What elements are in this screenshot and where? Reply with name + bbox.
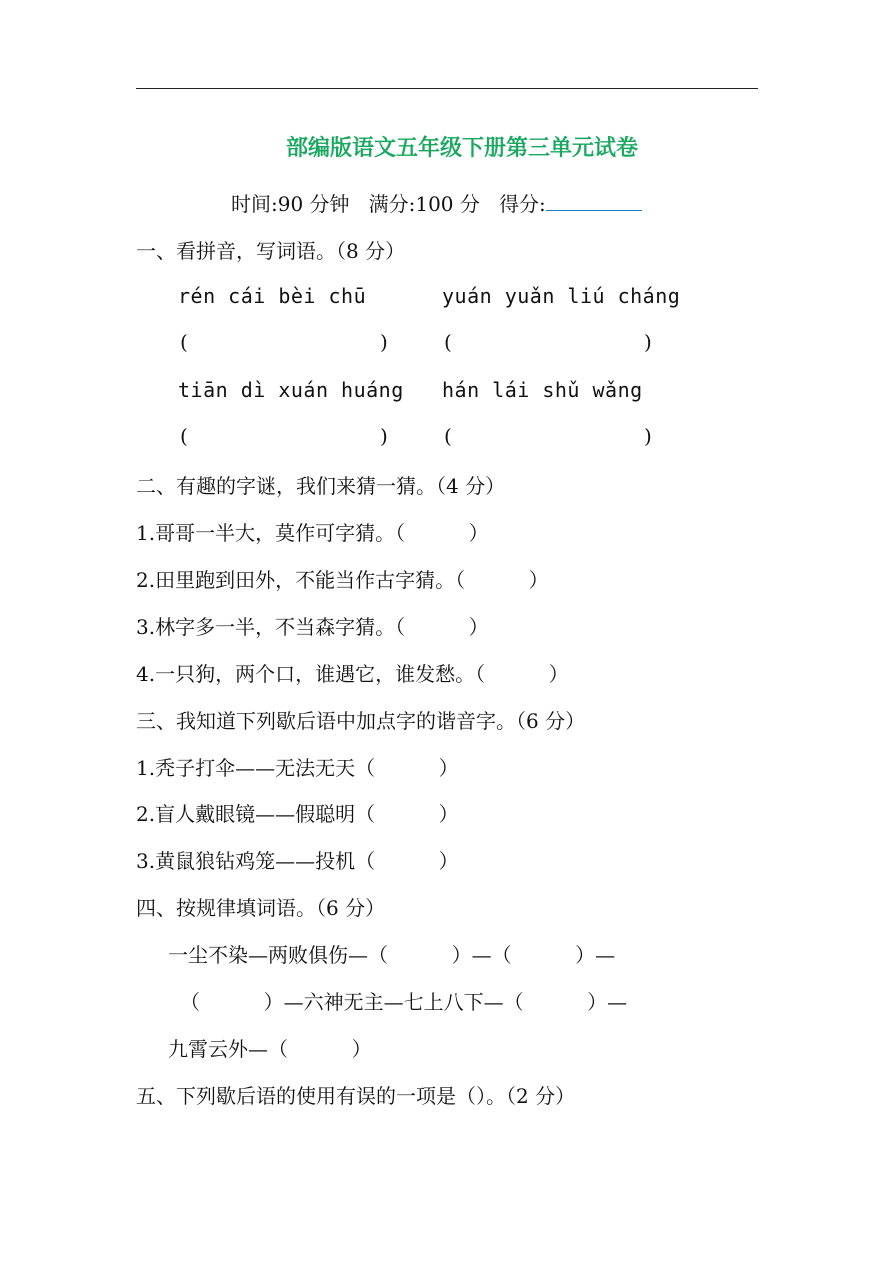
riddle-item-4: 4.一只狗，两个口，谁遇它，谁发愁。（ ） (136, 662, 569, 686)
pattern-line-1: 一尘不染—两败俱伤—（ ）—（ ）— (168, 943, 616, 967)
answer-paren-close-3: ) (380, 424, 388, 448)
section-2-heading: 二、有趣的字谜，我们来猜一猜。（4 分） (136, 474, 506, 498)
pattern-line-3: 九霄云外—（ ） (168, 1037, 372, 1061)
section-4-heading: 四、按规律填词语。（6 分） (136, 896, 386, 920)
section-1-heading: 一、看拼音，写词语。（8 分） (136, 239, 406, 263)
score-blank[interactable] (546, 192, 642, 211)
page-title: 部编版语文五年级下册第三单元试卷 (285, 136, 638, 161)
score-label: 得分: (498, 192, 546, 216)
pinyin-2: yuán yuǎn liú cháng (442, 284, 681, 308)
answer-paren-open-3: ( (180, 424, 188, 448)
answer-paren-close-2: ) (644, 330, 652, 354)
pattern-line-2: （ ）—六神无主—七上八下—（ ）— (180, 990, 628, 1014)
pinyin-4: hán lái shǔ wǎng (442, 378, 643, 402)
section-5-heading: 五、下列歇后语的使用有误的一项是（）。（2 分） (136, 1084, 576, 1108)
answer-paren-open-1: ( (180, 330, 188, 354)
riddle-item-1: 1.哥哥一半大，莫作可字猜。（ ） (136, 521, 489, 545)
pinyin-3: tiān dì xuán huáng (178, 378, 404, 402)
section-3-heading: 三、我知道下列歇后语中加点字的谐音字。（6 分） (136, 709, 586, 733)
time-label: 时间:90 分钟 (231, 192, 350, 216)
header-rule (136, 88, 758, 89)
riddle-item-3: 3.林字多一半，不当森字猜。（ ） (136, 615, 489, 639)
pinyin-1: rén cái bèi chū (178, 284, 367, 308)
answer-paren-close-4: ) (644, 424, 652, 448)
answer-paren-open-2: ( (444, 330, 452, 354)
xiehouyu-item-2: 2.盲人戴眼镜——假聪明（ ） (136, 802, 459, 826)
riddle-item-2: 2.田里跑到田外，不能当作古字猜。（ ） (136, 568, 549, 592)
answer-paren-open-4: ( (444, 424, 452, 448)
xiehouyu-item-3: 3.黄鼠狼钻鸡笼——投机（ ） (136, 849, 459, 873)
full-score-label: 满分:100 分 (368, 192, 480, 216)
xiehouyu-item-1: 1.秃子打伞——无法无天（ ） (136, 756, 459, 780)
answer-paren-close-1: ) (380, 330, 388, 354)
exam-meta (231, 188, 642, 217)
